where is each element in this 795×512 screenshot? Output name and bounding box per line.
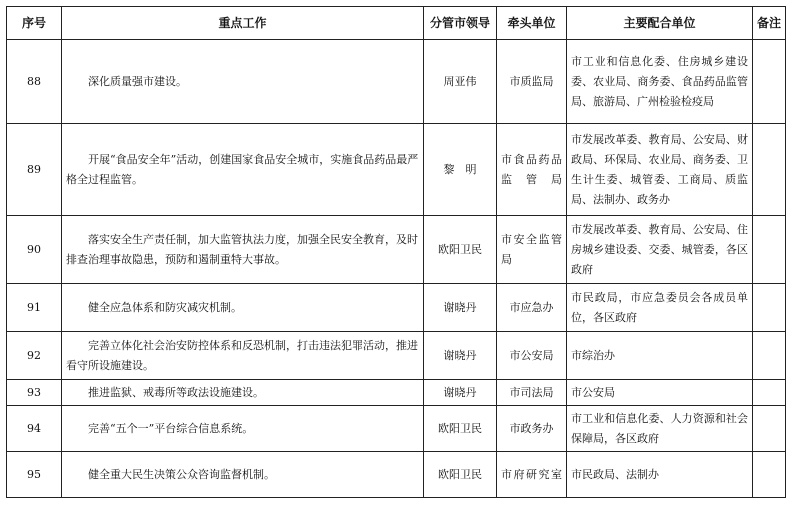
table-row xyxy=(7,332,786,380)
partner-units: 市发展改革委、教育局、公安局、财政局、环保局、农业局、商务委、卫生计生委、城管委、工商局、质监局、法制办、政务办 xyxy=(567,124,753,216)
lead-unit: 市应急办 xyxy=(497,284,567,332)
table-row xyxy=(7,284,786,332)
table-row xyxy=(7,406,786,452)
note-cell xyxy=(753,380,786,406)
header-note: 备注 xyxy=(753,7,786,40)
table-header-row xyxy=(7,7,786,40)
row-number: 92 xyxy=(7,332,62,380)
task-description: 健全重大民生决策公众咨询监督机制。 xyxy=(62,452,424,498)
table-row xyxy=(7,380,786,406)
note-cell xyxy=(753,452,786,498)
city-leader: 欧阳卫民 xyxy=(424,216,497,284)
note-cell xyxy=(753,406,786,452)
row-number: 91 xyxy=(7,284,62,332)
note-cell xyxy=(753,332,786,380)
lead-unit: 市府研究室 xyxy=(497,452,567,498)
task-description: 完善“五个一”平台综合信息系统。 xyxy=(62,406,424,452)
city-leader: 谢晓丹 xyxy=(424,332,497,380)
partner-units: 市民政局，市应急委员会各成员单位，各区政府 xyxy=(567,284,753,332)
city-leader: 周亚伟 xyxy=(424,40,497,124)
task-description: 深化质量强市建设。 xyxy=(62,40,424,124)
city-leader: 欧阳卫民 xyxy=(424,452,497,498)
city-leader: 谢晓丹 xyxy=(424,380,497,406)
row-number: 90 xyxy=(7,216,62,284)
note-cell xyxy=(753,284,786,332)
row-number: 88 xyxy=(7,40,62,124)
header-lead-unit: 牵头单位 xyxy=(497,7,567,40)
partner-units: 市工业和信息化委、人力资源和社会保障局，各区政府 xyxy=(567,406,753,452)
table-row xyxy=(7,452,786,498)
table-row xyxy=(7,124,786,216)
note-cell xyxy=(753,124,786,216)
lead-unit: 市公安局 xyxy=(497,332,567,380)
table-row xyxy=(7,40,786,124)
header-task: 重点工作 xyxy=(62,7,424,40)
partner-units: 市综治办 xyxy=(567,332,753,380)
note-cell xyxy=(753,40,786,124)
table-row xyxy=(7,216,786,284)
header-num: 序号 xyxy=(7,7,62,40)
partner-units: 市发展改革委、教育局、公安局、住房城乡建设委、交委、城管委，各区政府 xyxy=(567,216,753,284)
lead-unit: 市食品药品监管局 xyxy=(497,124,567,216)
row-number: 95 xyxy=(7,452,62,498)
header-partners: 主要配合单位 xyxy=(567,7,753,40)
partner-units: 市民政局、法制办 xyxy=(567,452,753,498)
task-description: 健全应急体系和防灾减灾机制。 xyxy=(62,284,424,332)
lead-unit: 市司法局 xyxy=(497,380,567,406)
city-leader: 黎 明 xyxy=(424,124,497,216)
note-cell xyxy=(753,216,786,284)
lead-unit: 市质监局 xyxy=(497,40,567,124)
row-number: 94 xyxy=(7,406,62,452)
city-leader: 谢晓丹 xyxy=(424,284,497,332)
lead-unit: 市安全监管局 xyxy=(497,216,567,284)
partner-units: 市工业和信息化委、住房城乡建设委、农业局、商务委、食品药品监管局、旅游局、广州检验检疫局 xyxy=(567,40,753,124)
row-number: 93 xyxy=(7,380,62,406)
key-tasks-table xyxy=(6,6,786,498)
task-description: 落实安全生产责任制，加大监管执法力度，加强全民安全教育，及时排查治理事故隐患，预防和遏制重特大事故。 xyxy=(62,216,424,284)
lead-unit: 市政务办 xyxy=(497,406,567,452)
task-description: 开展“食品安全年”活动，创建国家食品安全城市，实施食品药品最严格全过程监管。 xyxy=(62,124,424,216)
row-number: 89 xyxy=(7,124,62,216)
header-leader: 分管市领导 xyxy=(424,7,497,40)
task-description: 推进监狱、戒毒所等政法设施建设。 xyxy=(62,380,424,406)
task-description: 完善立体化社会治安防控体系和反恐机制，打击违法犯罪活动，推进看守所设施建设。 xyxy=(62,332,424,380)
partner-units: 市公安局 xyxy=(567,380,753,406)
city-leader: 欧阳卫民 xyxy=(424,406,497,452)
